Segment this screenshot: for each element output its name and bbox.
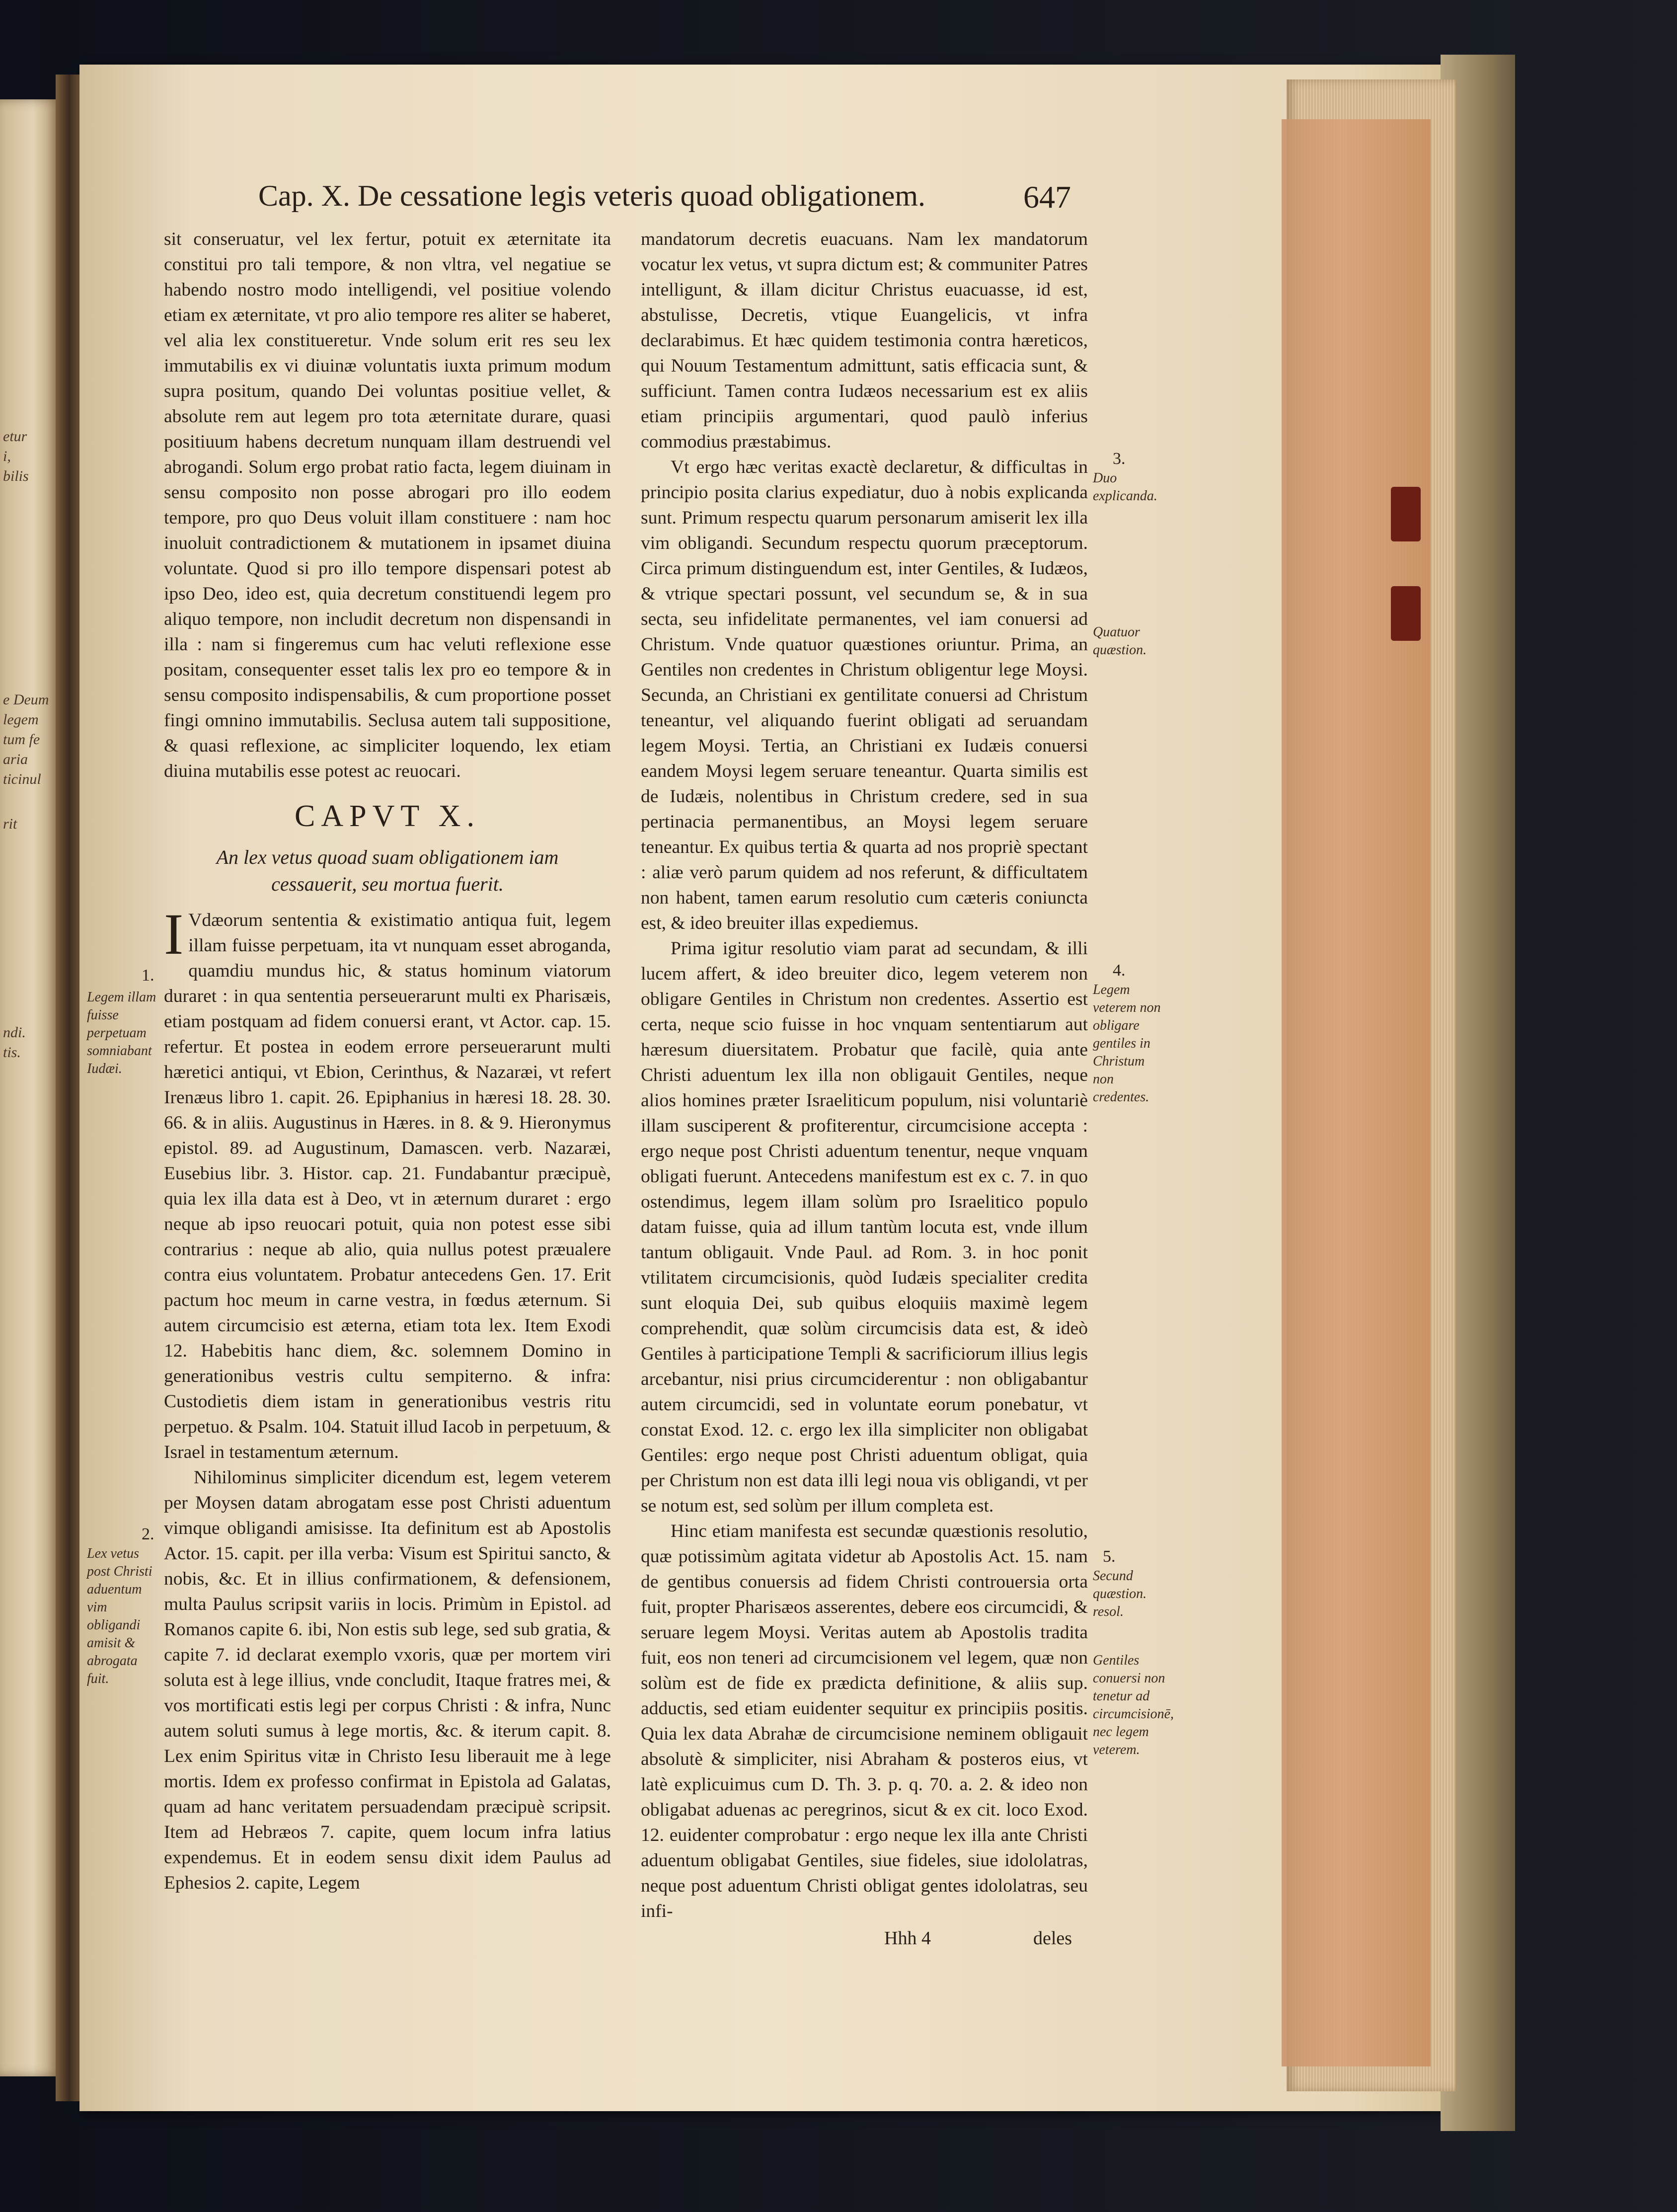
paragraph: sit conseruatur, vel lex fertur, potuit ex æternitate ita constitui pro tali tempore, & non vltra, vel negatiue se habendo nostro modo intelligendi, vel positiue volendo etiam ex æternitate, vt pro alio tempore res aliter se haberet, vel alia lex constitueretur. Vnde solum erit res seu lex immutabilis ex vi diuinæ voluntatis iuxta primum modum supra positum, quando Dei voluntas positiue vellet, & absolute rem aut legem pro tota æternitate durare, quasi positiuum habens decretum nunquam illam destruendi vel abrogandi. Solum ergo probat ratio facta, legem diuinam in sensu composito non posse abrogari pro illo eodem tempore, pro quo Deus voluit illam constituere : nam hoc inuoluit contradictionem & mutationem in ipsamet diuina voluntate. Quod si pro illo tempore dispensari potest ab ipso Deo, ideo est, quia decretum constituendi legem pro aliquo tempore, non includit decretum non dispensandi in illa : nam si fingeremus cum hac veluti reflexione esse positam, consequenter esset talis lex pro eo tempore & in sensu composito indispensabilis, & cum proportione posset fingi omnino immutabilis. Seclusa autem tali suppositione, & quasi reflexione, ac simpliciter loquendo, lex etiam diuina mutabilis esse potest ac reuocari. [164,229,611,781]
paragraph: Vt ergo hæc veritas exactè declaretur, & difficultas in principio posita clarius expediatur, duo à nobis explicanda sunt. Primum respectu quarum personarum amiserit lex illa vim obligandi. Secundum respectu quorum præceptorum. Circa primum distinguendum est, inter Gentiles, & Iudæos, & vtrique spectari possunt, vel secundum se, & in sua secta, seu infidelitate permanentes, vel iam conuersi ad Christum. Vnde quatuor quæstiones oriuntur. Prima, an Gentiles non credentes in Christum obligentur lege Moysi. Secunda, an Christiani ex gentilitate conuersi ad Christum teneantur, vel aliquando fuerint obligati ad seruandam legem Moysi. Tertia, an Christiani ex Iudæis conuersi eandem Moysi legem seruare teneantur. Quarta similis est de Iudæis, nolentibus in Christum credere, sed in sua pertinacia permanentibus, an Moysi legem seruare teneantur. Ex quibus tertia & quarta ad nos propriè spectant : aliæ verò parum quidem ad nos referunt, & difficultatem non habent, tamen earum resolutio cum cæteris coniuncta est, & ideo breuiter illas expediemus. [641,457,1088,933]
paragraph-text: Vdæorum sententia & existimatio antiqua fuit, legem illam fuisse perpetuam, ita vt nunquam esset abroganda, quamdiu mundus hic, & status hominum viatorum duraret : in qua sententia perseuerarunt multi ex Pharisæis, etiam postquam ad fidem conuersi erant, vt Actor. cap. 15. refertur. Et postea in eodem errore perseuerarunt multi hæretici antiqui, vt Ebion, Cerinthus, & Nazaræi, vt refert Irenæus libro 1. capit. 26. Epiphanius in hæresi 18. 28. 30. 66. & in aliis. Augustinus in Hæres. in 8. & 9. Hieronymus epistol. 89. ad Augustinum, Damascen. verb. Nazaræi, Eusebius libr. 3. Histor. cap. 21. Fundabantur præcipuè, quia lex illa data est à Deo, vt in æternum duraret : ergo neque ab ipso reuocari potuit, quia non potest esse sibi contrarius : neque ab alio, quia nullus potest præualere contra eius voluntatem. Probatur antecedens Gen. 17. Erit pactum hoc meum in carne vestra, in fœdus æternum. Si autem circumcisio est æterna, etiam tota lex. Item Exodi 12. Habebitis hanc diem, &c. solemnem Domino in generationibus vestris cultu sempiterno. & infra: Custodietis diem istam in generationibus vestris ritu perpetuo. & Psalm. 104. Statuit illud Iacob in perpetuum, & Israel in testamentum æternum. [164,910,611,1462]
margin-number: 5. [1103,1547,1116,1566]
left-fragment: ticinul [3,771,41,787]
chapter-subtitle: An lex vetus quoad suam obligationem iam cessauerit, seu mortua fuerit. [216,846,559,895]
text-column-right [641,227,1088,1924]
margin-note: Quatuor quæstion. [1093,624,1147,658]
left-fragment: legem [3,711,39,728]
margin-number: 4. [1113,961,1126,980]
paragraph: mandatorum decretis euacuans. Nam lex mandatorum vocatur lex vetus, vt supra dictum est; & communiter Patres intelligunt, & illam dicitur Christus euacuasse, id est, abstulisse, Decretis, vtique Euangelicis, vt infra declarabimus. Et hæc quidem testimonia contra hæreticos, qui Nouum Testamentum admittunt, satis efficacia sunt, & sufficiunt. Tamen contra Iudæos necessarium est ex aliis etiam principiis argumentari, quod paulò inferius commodius præstabimus. [641,229,1088,452]
page-leaves-face [1282,119,1431,2066]
margin-note: Gentiles conuersi non tenetur ad circumcisionē, nec legem veterem. [1093,1653,1174,1757]
left-fragment: bilis [3,468,29,484]
left-fragment: rit [3,816,17,832]
paragraph: Hinc etiam manifesta est secundæ quæstionis resolutio, quæ potissimùm agitata videtur ab Apostolis Act. 15. nam de gentibus conuersis ad fidem Christi controuersia orta fuit, propter Pharisæos asserentes, debere eos circumcidi, & seruare legem Moysi. Veritas autem ab Apostolis tradita fuit, eos non teneri ad circumcisionem vel legem, quæ non solùm est de fide ex prædicta definitione, & aliis sup. adductis, sed etiam euidenter sequitur ex principiis positis. Quia lex data Abrahæ de circumcisione neminem obligauit absolutè & simpliciter, nisi Abraham & posteros eius, vt latè explicuimus cum D. Th. 3. p. q. 70. a. 2. & ideo non obligabat aduenas ac peregrinos, sicut & ex cit. loco Exod. 12. euidenter comprobatur : ergo neque lex illa ante Christi aduentum obligabat Gentiles, siue fideles, siue idololatras, neque post aduentum Christi obligat gentes idololatras, seu infi- [641,1521,1088,1921]
signature-mark: Hhh 4 [884,1928,931,1949]
margin-note: Lex vetus post Christi aduentum vim obligandi amisit & abrogata fuit. [87,1546,152,1686]
margin-note: Duo explicanda. [1093,470,1157,504]
text-column-left [164,227,611,1896]
margin-number: 1. [142,966,154,985]
page-number: 647 [1023,179,1071,215]
chapter-title: CAPVT X. [295,799,480,833]
paragraph: Nihilominus simpliciter dicendum est, legem veterem per Moysen datam abrogatam esse post Christi aduentum vimque obligandi amisisse. Ita definitum est ab Apostolis Actor. 15. capit. per illa verba: Visum est Spiritui sancto, & nobis, &c. Et in illius confirmationem, & defensionem, multa Paulus scripsit variis in locis. Primùm in Epistol. ad Romanos capite 6. ibi, Non estis sub lege, sed sub gratia, & capite 7. id declarat exemplo vxoris, quæ per mortem viri soluta est à lege illius, vnde concludit, Itaque fratres mei, & vos mortificati estis legi per corpus Christi : & infra, Nunc autem soluti sumus à lege mortis, &c. & iterum capit. 8. Lex enim Spiritus vitæ in Christo Iesu liberauit me à lege mortis. Idem ex professo confirmat in Epistola ad Galatas, quam ad hanc veritatem persuadendam præcipuè scripsit. Item ad Hebræos 7. capite, quem locum infra latius expendemus. Et in eodem sensu dixit idem Paulus ad Ephesios 2. capite, Legem [164,1467,611,1893]
margin-number: 2. [142,1525,154,1543]
ribbon-marker [1391,586,1421,641]
running-title: Cap. X. De cessatione legis veteris quoad obligationem. [258,179,925,212]
left-fragment: aria [3,751,28,767]
left-fragment: tum fe [3,731,40,748]
drop-cap: I [164,902,184,967]
previous-page-edge [0,99,60,2076]
left-fragment: e Deum [3,691,49,708]
catchword: deles [1033,1928,1072,1949]
left-fragment: etur [3,428,27,445]
ribbon-marker [1391,487,1421,541]
margin-note: Secund quæstion. resol. [1093,1568,1147,1619]
margin-note: Legem illam fuisse perpetuam somniabant Iudæi. [87,990,156,1076]
margin-note: Legem veterem non obligare gentiles in Christum non credentes. [1093,982,1161,1105]
paragraph-with-initial [164,902,611,1465]
margin-number: 3. [1113,450,1126,468]
left-fragment: tis. [3,1044,21,1061]
left-fragment: i, [3,448,11,464]
left-fragment: ndi. [3,1024,26,1041]
paragraph: Prima igitur resolutio viam parat ad secundam, & illi lucem affert, & ideo breuiter dico, legem veterem non obligare Gentiles in Christum non credentes. Assertio est certa, neque scio fuisse in hoc vnquam sententiarum aut hæresum diuersitatem. Probatur que facilè, quia ante Christi aduentum lex illa non obligauit Gentiles, neque alios homines præter Israeliticum populum, nisi voluntariè illam susciperent & profiterentur, circumcisione accepta : ergo neque post Christi aduentum tenentur, neque vnquam obligati fuerunt. Antecedens manifestum est ex c. 7. in quo ostendimus, legem illam solùm pro Israelitico populo datam fuisse, quia ad illum tantùm locuta est, vnde illum tantum obligauit. Vnde Paul. ad Rom. 3. in hoc ponit vtilitatem circumcisionis, quòd Iudæis specialiter credita sunt eloquia Dei, sub quibus eloquiis maximè legem comprehendit, quæ solùm circumcisis data est, & ideò Gentiles à participatione Templi & sacrificiorum illius legis arcebantur, nisi prius circumciderentur : non obligabantur autem circumcidi, sed in voluntate eorum ponebatur, vt constat Exod. 12. c. ergo lex illa simpliciter non obligabat Gentiles: ergo neque post Christi aduentum obligat, quia per Christum non est data illi legi noua vis obligandi, vt per se notum est, sed solùm per illum completa est. [641,938,1088,1516]
